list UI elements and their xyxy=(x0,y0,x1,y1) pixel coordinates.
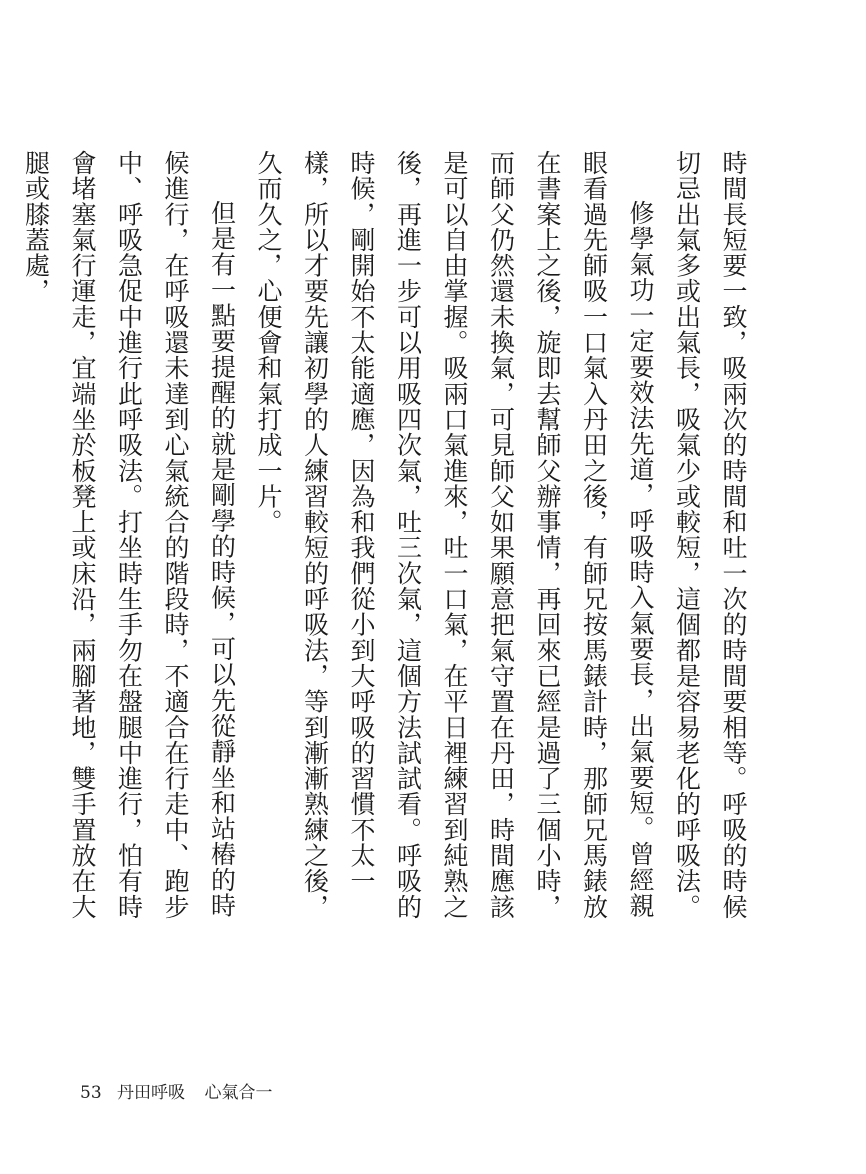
running-title-part-2: 心氣合一 xyxy=(204,1083,273,1103)
vertical-body-text xyxy=(12,150,756,930)
paragraph-1: 時間長短要一致，吸兩次的時間和吐一次的時間要相等。呼吸的時候切忌出氣多或出氣長，吸氣少或較短，這個都是容易老化的呼吸法。 xyxy=(672,150,748,920)
paragraph-3: 但是有一點要提醒的就是剛學的時候，可以先從靜坐和站樁的時候進行，在呼吸還未達到心氣統合的階段時，不適合在行走中、跑步中、呼吸急促中進行此呼吸法。打坐時生手勿在盤腿中進行，怕有時會堵塞氣行運走，宜端坐於板凳上或床沿，兩腳著地，雙手置放在大腿或膝蓋處， xyxy=(21,150,237,920)
running-title-part-1: 丹田呼吸 xyxy=(117,1083,186,1103)
page-number: 53 xyxy=(80,1083,102,1103)
paragraph-2: 修學氣功一定要效法先道，呼吸時入氣要長，出氣要短。曾經親眼看過先師吸一口氣入丹田之後，有師兄按馬錶計時，那師兄馬錶放在書案上之後，旋即去幫師父辦事情，再回來已經是過了三個小時，而師父仍然還未換氣，可見師父如果願意把氣守置在丹田，時間應該是可以自由掌握。吸兩口氣進來，吐一口氣，在平日裡練習到純熟之後，再進一步可以用吸四次氣，吐三次氣，這個方法試試看。呼吸的時候，剛開始不太能適應，因為和我們從小到大呼吸的習慣不太一樣，所以才要先讓初學的人練習較短的呼吸法，等到漸漸熟練之後，久而久之，心便會和氣打成一片。 xyxy=(254,150,655,920)
page-footer xyxy=(80,1078,272,1103)
